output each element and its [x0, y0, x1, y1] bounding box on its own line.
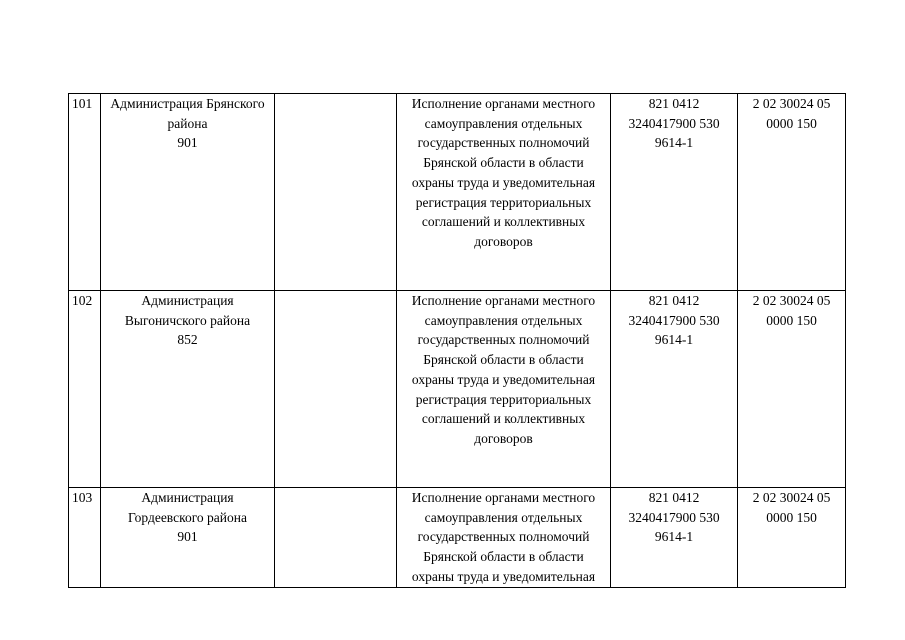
- subsidy-table: [68, 93, 846, 588]
- recipient-cell: Администрация Брянского района 901: [101, 94, 275, 291]
- purpose-cell: Исполнение органами местного самоуправления отдельных государственных полномочий Брянской области в области охраны труда и уведомительная регистрация территориальных соглашений и коллективных договоров: [397, 291, 611, 488]
- empty-cell: [275, 488, 397, 588]
- purpose-cell: Исполнение органами местного самоуправления отдельных государственных полномочий Брянской области в области охраны труда и уведомительная регистрация территориальных соглашений и коллективных договоров: [397, 94, 611, 291]
- budget-code-cell: 821 0412 3240417900 530 9614-1: [611, 94, 738, 291]
- purpose-cell: Исполнение органами местного самоуправления отдельных государственных полномочий Брянской области в области охраны труда и уведомительная: [397, 488, 611, 588]
- recipient-cell: Администрация Выгоничского района 852: [101, 291, 275, 488]
- kbk-cell: 2 02 30024 05 0000 150: [738, 291, 846, 488]
- row-number-cell: 103: [69, 488, 101, 588]
- kbk-cell: 2 02 30024 05 0000 150: [738, 94, 846, 291]
- recipient-cell: Администрация Гордеевского района 901: [101, 488, 275, 588]
- budget-code-cell: 821 0412 3240417900 530 9614-1: [611, 488, 738, 588]
- table-row: [69, 94, 846, 291]
- table-row: [69, 291, 846, 488]
- row-number-cell: 102: [69, 291, 101, 488]
- empty-cell: [275, 291, 397, 488]
- row-number-cell: 101: [69, 94, 101, 291]
- table-row: [69, 488, 846, 588]
- budget-code-cell: 821 0412 3240417900 530 9614-1: [611, 291, 738, 488]
- kbk-cell: 2 02 30024 05 0000 150: [738, 488, 846, 588]
- empty-cell: [275, 94, 397, 291]
